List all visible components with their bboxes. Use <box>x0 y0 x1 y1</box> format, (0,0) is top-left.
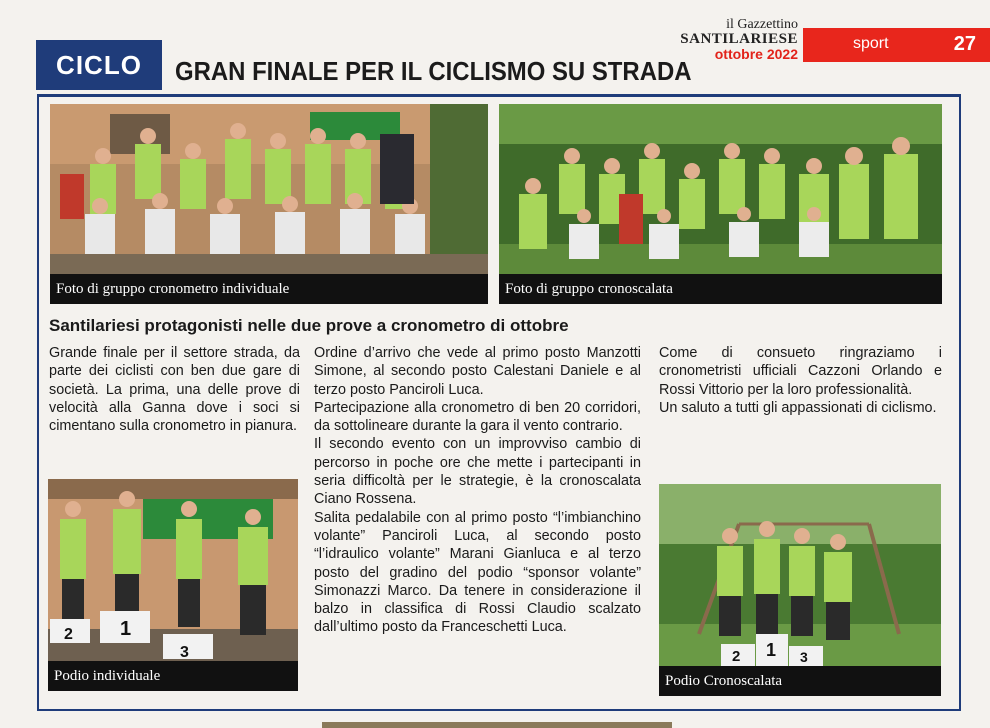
masthead-line1: il Gazzettino <box>726 17 798 32</box>
column-1-paragraph: Grande finale per il settore strada, da parte dei ciclisti con ben due gare di società. La prima, una delle prove di velocità alla Ganna dove i soci si cimentano sulla cronometro in pianura. <box>49 345 300 435</box>
photo-podium-climb-image <box>659 484 941 696</box>
svg-text:3: 3 <box>800 649 808 665</box>
svg-text:2: 2 <box>64 626 73 643</box>
section-kicker: CICLO <box>36 40 162 90</box>
column-2-paragraph-2: Partecipazione alla cronometro di ben 20 corridori, da sottolineare durante la gara il vento contrario. <box>314 399 641 435</box>
article-column-1 <box>49 344 300 435</box>
photo-podium-climb <box>659 484 941 696</box>
column-3-paragraph-2: Un saluto a tutti gli appassionati di ciclismo. <box>659 399 937 416</box>
section-name: sport <box>853 35 889 52</box>
svg-text:2: 2 <box>732 648 741 665</box>
section-bar <box>803 28 990 62</box>
page-number: 27 <box>953 33 976 55</box>
column-3-paragraph-1: Come di consueto ringraziamo i cronometristi ufficiali Cazzoni Orlando e Rossi Vittorio per la loro professionalità. <box>659 345 942 398</box>
article-column-2 <box>314 344 641 637</box>
issue-date: ottobre 2022 <box>714 46 798 62</box>
svg-text:1: 1 <box>120 618 132 640</box>
photo-group-climb <box>499 104 942 304</box>
photo-podium-individual <box>48 479 298 691</box>
bottom-edge-strip <box>322 722 672 728</box>
photo-group-individual-caption: Foto di gruppo cronometro individuale <box>50 274 488 304</box>
column-2-paragraph-3: Il secondo evento con un improvviso cambio di percorso in poche ore che mette i partecipanti in seria difficoltà per le strategie, è la cronoscalata Ciano Rossena. <box>314 436 641 508</box>
masthead-line2: SANTILARIESE <box>680 31 798 47</box>
page-title: GRAN FINALE PER IL CICLISMO SU STRADA <box>175 56 692 86</box>
svg-text:3: 3 <box>180 644 189 661</box>
masthead <box>680 18 798 61</box>
article-subheadline: Santilariesi protagonisti nelle due prove a cronometro di ottobre <box>49 316 569 335</box>
column-2-paragraph-4: Salita pedalabile con al primo posto “l’imbianchino volante” Panciroli Luca, al secondo posto “l’idraulico volante” Marani Gianluca e al terzo posto del gradino del podio “sponsor volante” Simonazzi Marco. Da tenere in considerazione il balzo in classifica di Rossi Claudio scalzato dall’ultimo posto da Franceschetti Luca. <box>314 509 641 636</box>
photo-group-individual <box>50 104 488 304</box>
photo-podium-individual-caption: Podio individuale <box>48 661 298 691</box>
article-column-3 <box>659 344 942 417</box>
photo-podium-climb-caption: Podio Cronoscalata <box>659 666 941 696</box>
svg-text:1: 1 <box>766 640 777 660</box>
photo-podium-individual-image <box>48 479 298 691</box>
column-2-paragraph-1: Ordine d’arrivo che vede al primo posto Manzotti Simone, al secondo posto Calestani Daniele e al terzo posto Panciroli Luca. <box>314 345 641 398</box>
photo-group-climb-caption: Foto di gruppo cronoscalata <box>499 274 942 304</box>
